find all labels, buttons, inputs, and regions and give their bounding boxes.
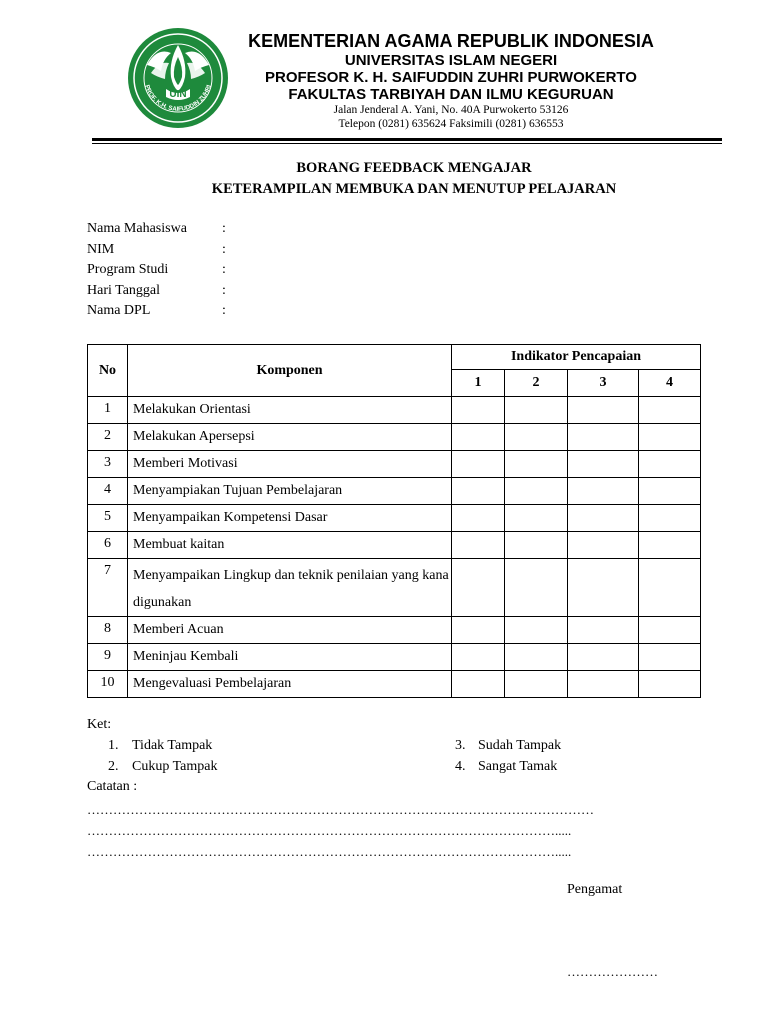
table-row <box>88 397 701 424</box>
row-number: 4 <box>88 478 128 505</box>
score-cell-4[interactable] <box>639 559 701 617</box>
score-cell-4[interactable] <box>639 424 701 451</box>
row-number: 5 <box>88 505 128 532</box>
table-row <box>88 559 701 617</box>
row-number: 10 <box>88 671 128 698</box>
score-cell-1[interactable] <box>452 644 505 671</box>
assessment-table <box>87 344 701 698</box>
score-cell-3[interactable] <box>568 451 639 478</box>
row-number: 7 <box>88 559 128 617</box>
header-no: No <box>88 345 128 397</box>
catatan-line[interactable]: ………………………………………………………………………………………………..... <box>87 844 572 859</box>
catatan-label: Catatan : <box>87 779 138 794</box>
score-cell-2[interactable] <box>505 532 568 559</box>
signature-label: Pengamat <box>567 882 623 897</box>
header-level-4: 4 <box>639 370 701 397</box>
row-component: Menyampiakan Tujuan Pembelajaran <box>128 478 452 505</box>
row-component: Menyampaikan Lingkup dan teknik penilaian yang kana digunakan <box>128 559 452 617</box>
score-cell-2[interactable] <box>505 505 568 532</box>
ket-item-number: 1. <box>108 738 119 753</box>
field-colon: : <box>222 242 226 257</box>
score-cell-2[interactable] <box>505 617 568 644</box>
ket-item-number: 3. <box>455 738 466 753</box>
university-logo <box>127 27 229 129</box>
table-row <box>88 451 701 478</box>
ket-item-text: Sangat Tamak <box>478 759 558 774</box>
header-komponen: Komponen <box>128 345 452 397</box>
row-component: Meninjau Kembali <box>128 644 452 671</box>
row-component: Mengevaluasi Pembelajaran <box>128 671 452 698</box>
ket-item-text: Sudah Tampak <box>478 738 562 753</box>
score-cell-2[interactable] <box>505 397 568 424</box>
score-cell-1[interactable] <box>452 397 505 424</box>
score-cell-2[interactable] <box>505 644 568 671</box>
row-number: 6 <box>88 532 128 559</box>
row-component: Menyampaikan Kompetensi Dasar <box>128 505 452 532</box>
field-label-hari-tanggal: Hari Tanggal <box>87 283 161 298</box>
faculty-name: FAKULTAS TARBIYAH DAN ILMU KEGURUAN <box>288 86 614 103</box>
row-component: Melakukan Orientasi <box>128 397 452 424</box>
ket-item-text: Tidak Tampak <box>132 738 213 753</box>
table-row <box>88 644 701 671</box>
table-row <box>88 671 701 698</box>
score-cell-2[interactable] <box>505 451 568 478</box>
score-cell-2[interactable] <box>505 559 568 617</box>
table-row <box>88 532 701 559</box>
score-cell-3[interactable] <box>568 397 639 424</box>
score-cell-3[interactable] <box>568 478 639 505</box>
svg-text:PROF. K.H. SAIFUDDIN ZUHRI: PROF. K.H. SAIFUDDIN ZUHRI <box>143 84 213 113</box>
header-level-2: 2 <box>505 370 568 397</box>
ket-item-text: Cukup Tampak <box>132 759 218 774</box>
score-cell-2[interactable] <box>505 671 568 698</box>
field-label-nama-dpl: Nama DPL <box>87 303 151 318</box>
form-subtitle: KETERAMPILAN MEMBUKA DAN MENUTUP PELAJARAN <box>211 181 617 197</box>
score-cell-2[interactable] <box>505 478 568 505</box>
score-cell-1[interactable] <box>452 424 505 451</box>
score-cell-3[interactable] <box>568 505 639 532</box>
field-label-program-studi: Program Studi <box>87 262 169 277</box>
score-cell-2[interactable] <box>505 424 568 451</box>
row-number: 1 <box>88 397 128 424</box>
header-rule-thin <box>92 143 722 144</box>
score-cell-1[interactable] <box>452 559 505 617</box>
field-colon: : <box>222 283 226 298</box>
form-title: BORANG FEEDBACK MENGAJAR <box>296 160 532 176</box>
row-number: 9 <box>88 644 128 671</box>
ministry-name: KEMENTERIAN AGAMA REPUBLIK INDONESIA <box>248 31 654 51</box>
ket-item-number: 4. <box>455 759 466 774</box>
header-level-1: 1 <box>452 370 505 397</box>
row-component: Memberi Acuan <box>128 617 452 644</box>
score-cell-3[interactable] <box>568 559 639 617</box>
row-component: Melakukan Apersepsi <box>128 424 452 451</box>
score-cell-4[interactable] <box>639 451 701 478</box>
score-cell-1[interactable] <box>452 671 505 698</box>
score-cell-4[interactable] <box>639 671 701 698</box>
score-cell-3[interactable] <box>568 532 639 559</box>
field-label-nim: NIM <box>87 242 115 257</box>
field-colon: : <box>222 303 226 318</box>
row-component: Membuat kaitan <box>128 532 452 559</box>
score-cell-3[interactable] <box>568 671 639 698</box>
score-cell-3[interactable] <box>568 617 639 644</box>
table-row <box>88 424 701 451</box>
score-cell-1[interactable] <box>452 505 505 532</box>
contact-info: Telepon (0281) 635624 Faksimili (0281) 636553 <box>338 118 564 130</box>
table-row <box>88 617 701 644</box>
table-row <box>88 505 701 532</box>
signature-line[interactable]: ………………… <box>567 964 658 979</box>
catatan-line[interactable]: ……………………………………………………………………………………………………… <box>87 802 594 817</box>
catatan-line[interactable]: ………………………………………………………………………………………………..... <box>87 823 572 838</box>
field-colon: : <box>222 262 226 277</box>
score-cell-3[interactable] <box>568 644 639 671</box>
row-number: 8 <box>88 617 128 644</box>
field-colon: : <box>222 221 226 236</box>
score-cell-1[interactable] <box>452 451 505 478</box>
score-cell-4[interactable] <box>639 644 701 671</box>
ket-item-number: 2. <box>108 759 119 774</box>
score-cell-3[interactable] <box>568 424 639 451</box>
ket-label: Ket: <box>87 717 112 732</box>
score-cell-4[interactable] <box>639 505 701 532</box>
score-cell-4[interactable] <box>639 617 701 644</box>
header-rule-thick <box>92 138 722 141</box>
score-cell-1[interactable] <box>452 532 505 559</box>
svg-text:UIN: UIN <box>169 89 187 100</box>
score-cell-1[interactable] <box>452 478 505 505</box>
score-cell-4[interactable] <box>639 532 701 559</box>
university-fullname: PROFESOR K. H. SAIFUDDIN ZUHRI PURWOKERTO <box>265 69 637 86</box>
row-component: Memberi Motivasi <box>128 451 452 478</box>
field-label-nama-mahasiswa: Nama Mahasiswa <box>87 221 187 236</box>
header-indikator: Indikator Pencapaian <box>452 345 701 370</box>
row-number: 3 <box>88 451 128 478</box>
address: Jalan Jenderal A. Yani, No. 40A Purwokerto 53126 <box>333 104 569 116</box>
row-number: 2 <box>88 424 128 451</box>
score-cell-1[interactable] <box>452 617 505 644</box>
table-row <box>88 478 701 505</box>
header-level-3: 3 <box>568 370 639 397</box>
university-name: UNIVERSITAS ISLAM NEGERI <box>344 52 558 69</box>
score-cell-4[interactable] <box>639 397 701 424</box>
score-cell-4[interactable] <box>639 478 701 505</box>
